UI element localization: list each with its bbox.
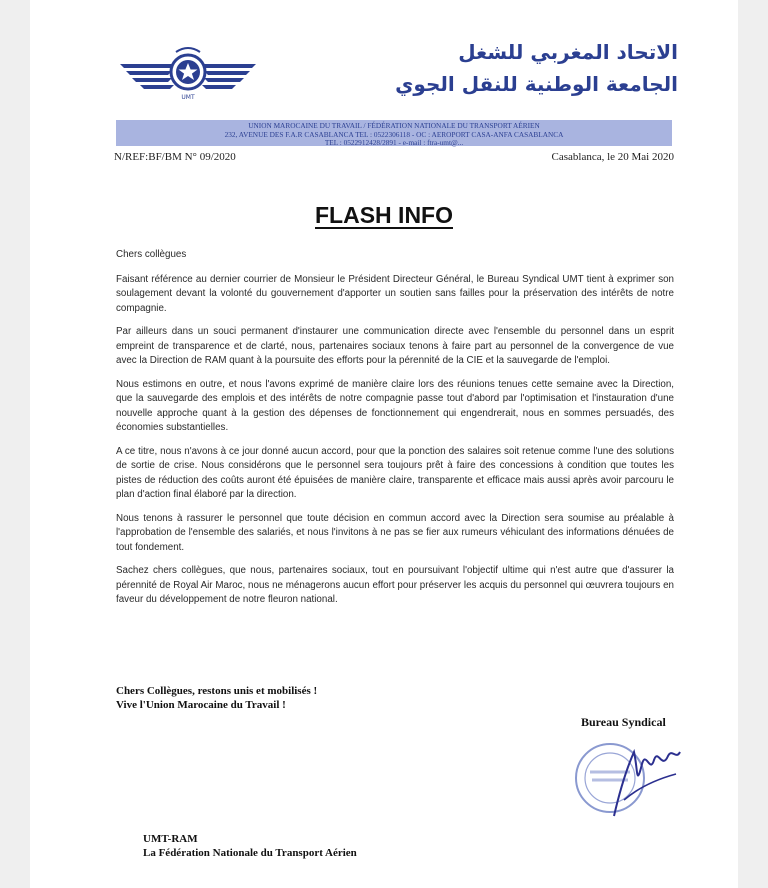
footer-signatory xyxy=(143,832,357,860)
band-line-3: TEL : 0522912428/2891 - e-mail : ftra-umt@... xyxy=(324,138,464,147)
umt-winged-logo xyxy=(116,42,260,102)
reference-line xyxy=(114,151,674,163)
band-line-2: 232, AVENUE DES F.A.R CASABLANCA TEL : 0522306118 - OC : AEROPORT CASA-ANFA CASABLANCA xyxy=(224,129,564,139)
greeting: Chers collègues xyxy=(116,249,187,260)
signature-title: Bureau Syndical xyxy=(581,715,666,729)
paragraph-5: Nous tenons à rassurer le personnel que toute décision en commun accord avec la Direction sera soumise au préalable à l'approbation de l'ensemble des salariés, et nous l'invitons à ne pas se fier aux rumeurs véhiculant des informations dénuées de tout fondement. xyxy=(116,512,674,553)
paragraph-3: Nous estimons en outre, et nous l'avons exprimé de manière claire lors des réunions tenues cette semaine avec la Direction, que la sauvegarde des emplois et des intérêts de notre compagnie passe tout d'abord par l'optimisation et l'instauration d'une nouvelle approche quant à la gestion des dépenses de fonctionnement qui engendrerait, nous en sommes persuadés, des économies substantielles. xyxy=(116,378,674,433)
band-line-1: UNION MAROCAINE DU TRAVAIL / FÉDÉRATION NATIONALE DU TRANSPORT AÉRIEN xyxy=(248,121,540,130)
footer-line-1: UMT-RAM xyxy=(143,833,198,845)
footer-line-2: La Fédération Nationale du Transport Aérien xyxy=(143,847,357,859)
letter-page xyxy=(30,0,738,888)
paragraph-2: Par ailleurs dans un souci permanent d'instaurer une communication directe avec l'ensemble du personnel dans un esprit empreint de transparence et de clarté, nous, partenaires sociaux tenons à faire part au personnel de la convergence de vue avec la Direction de RAM quant à la poursuite des efforts pour la pérennité de la CIE et la sauvegarde de l'emploi. xyxy=(116,326,674,366)
reference-number: N/REF:BF/BM N° 09/2020 xyxy=(114,151,236,163)
paragraph-4: A ce titre, nous n'avons à ce jour donné aucun accord, pour que la ponction des salaires soit retenue comme l'une des solutions de sortie de crise. Nous considérons que le personnel sera toujours prêt à faire des concessions à condition que toutes les pistes de réduction des coûts auront été épuisées de manière claire, transparente et efficace mais aussi après avoir parcouru le plan d'action final élaboré par la direction. xyxy=(116,445,674,500)
arabic-union-name: الاتحاد المغربي للشغل xyxy=(458,40,678,64)
document-title: FLASH INFO xyxy=(315,202,453,228)
closing-line-1: Chers Collègues, restons unis et mobilisés ! xyxy=(116,685,318,697)
arabic-federation-name: الجامعة الوطنية للنقل الجوي xyxy=(395,72,678,96)
letterhead-band xyxy=(116,120,672,146)
paragraph-1: Faisant référence au dernier courrier de Monsieur le Président Directeur Général, le Bureau Syndical UMT tient à exprimer son soulagement devant la volonté du gouvernement d'apporter un soutien sans failles pour la préservation des intérêts de notre compagnie. xyxy=(116,273,674,314)
letter-body xyxy=(116,248,674,617)
place-date: Casablanca, le 20 Mai 2020 xyxy=(551,151,674,163)
union-stamp-and-signature xyxy=(568,730,688,822)
closing-lines xyxy=(116,684,317,712)
paragraph-6: Sachez chers collègues, que nous, partenaires sociaux, tout en poursuivant l'objectif ultime qui n'est autre que d'assurer la pérennité de Royal Air Maroc, nous ne ménagerons aucun effort pour préserver les acquis du personnel qui œuvrera toujours en faveur du développement de notre fleuron national. xyxy=(116,565,674,605)
logo-text: UMT xyxy=(181,94,195,101)
closing-line-2: Vive l'Union Marocaine du Travail ! xyxy=(116,699,286,711)
